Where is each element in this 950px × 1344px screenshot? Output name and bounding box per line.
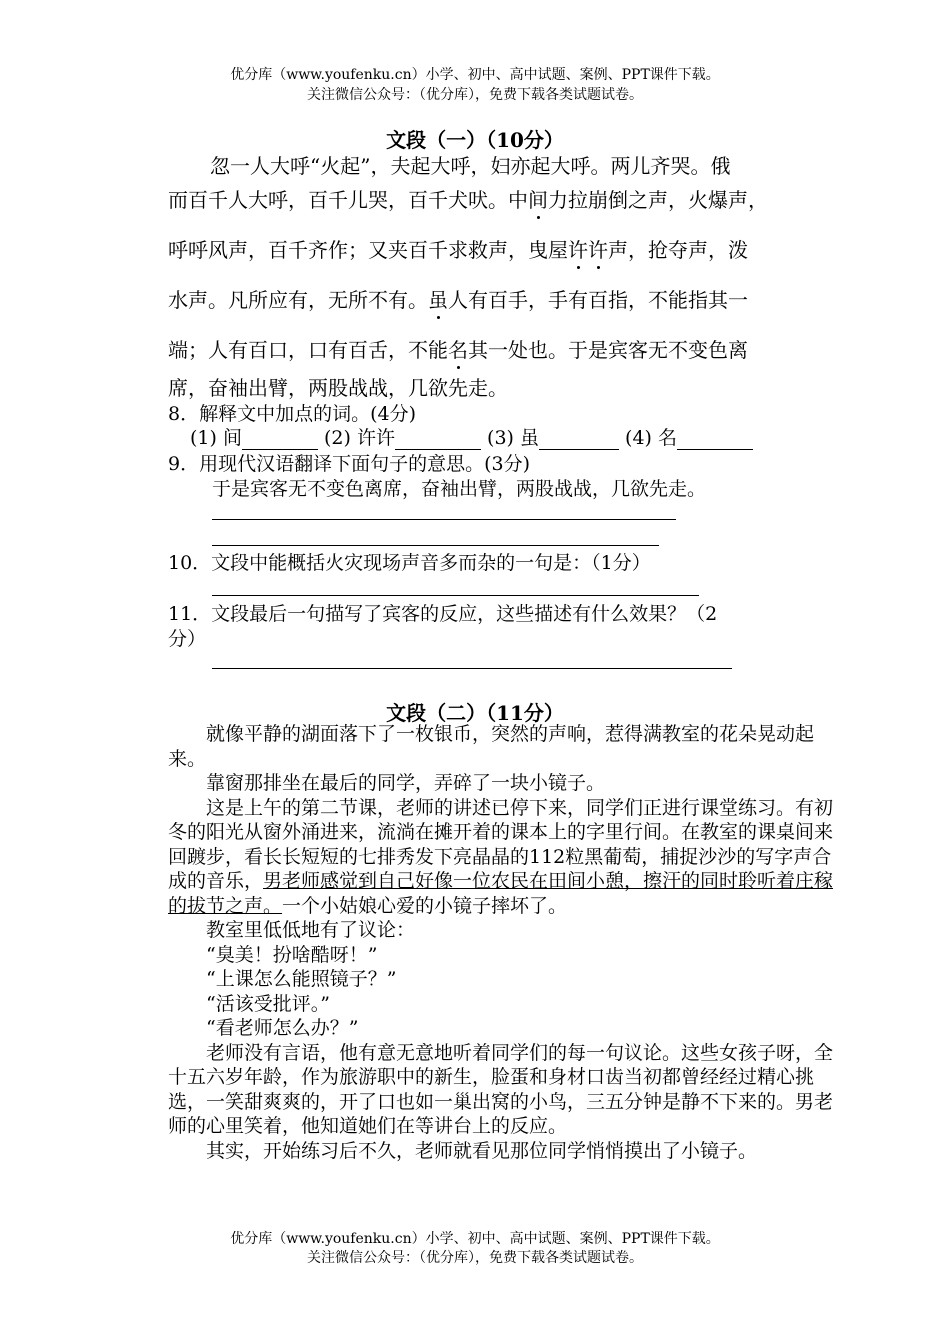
question-8: 8．解释文中加点的词。(4分) [168,403,417,425]
answer-blank-3[interactable] [539,431,619,450]
underlined-sentence: 男老师感觉到自己好像一位农民在田间小憩，擦汗的同时聆听着庄稼的拔节之声。 [168,870,834,917]
footer-line-2: 关注微信公众号：（优分库），免费下载各类试题试卷。 [307,1250,643,1266]
section2-title: 文段（二）（11分） [386,701,564,725]
question-8-items: (1) 间 (2) 许许 (3) 虽 (4) 名 [190,423,753,450]
passage2 [168,722,840,1163]
passage1-line-2: 而百千人大呼，百千儿哭，百千犬吠。中间力拉崩倒之声，火爆声， [168,188,768,212]
passage1-line-5: 端；人有百口，口有百舌，不能名其一处也。于是宾客无不变色离 [168,338,748,362]
passage2-paragraph-6: 其实，开始练习后不久，老师就看见那位同学悄悄摸出了小镜子。 [206,1139,758,1162]
answer-line-10[interactable] [212,595,699,596]
question-11-line-1: 11．文段最后一句描写了宾客的反应，这些描述有什么效果？（2 [168,603,718,625]
answer-line-11[interactable] [212,668,732,669]
question-11-line-2: 分） [168,628,207,650]
answer-blank-2[interactable] [395,431,481,450]
header-line-1: 优分库（www.youfenku.cn）小学、初中、高中试题、案例、PPT课件下载。 [230,67,720,83]
answer-blank-1[interactable] [242,431,318,450]
dotted-word-xu-2: 许 [588,238,608,262]
quote-3: “活该受批评。” [206,992,330,1015]
question-9: 9．用现代汉语翻译下面句子的意思。(3分) [168,453,531,475]
footer-line-1: 优分库（www.youfenku.cn）小学、初中、高中试题、案例、PPT课件下载。 [230,1231,720,1247]
answer-line-9a[interactable] [212,519,676,520]
answer-blank-4[interactable] [677,431,753,450]
answer-line-9b[interactable] [212,545,659,546]
dotted-word-xu-1: 许 [568,238,588,262]
quote-2: “上课怎么能照镜子？” [206,968,397,990]
dotted-word-sui: 虽 [428,288,448,312]
header-line-2: 关注微信公众号：（优分库），免费下载各类试题试卷。 [307,87,643,103]
dotted-word-ming: 名 [448,338,468,362]
passage2-paragraph-4: 教室里低低地有了议论： [206,919,416,941]
quote-4: “看老师怎么办？” [206,1017,359,1039]
passage1-line-4: 水声。凡所应有，无所不有。虽人有百手，手有百指，不能指其一 [168,288,748,312]
passage2-paragraph-3: 这是上午的第二节课，老师的讲述已停下来，同学们正进行课堂练习。有初冬的阳光从窗外涌进来，流淌在摊开着的课本上的字里行间。在教室的课桌间来回踱步，看长长短短的七排秀发下亮晶晶的112粒黑葡萄，捕捉沙沙的写字声合成的音乐，男老师感觉到自己好像一位农民在田间小憩，擦汗的同时聆听着庄稼的拔节之声。一个小姑娘心爱的小镜子摔坏了。 [168,796,834,917]
section1-title: 文段（一）（10分） [386,128,564,152]
passage1-line-3: 呼呼风声，百千齐作；又夹百千求救声，曳屋许许声，抢夺声，泼 [168,238,748,262]
passage2-paragraph-1: 就像平静的湖面落下了一枚银币，突然的声响，惹得满教室的花朵晃动起来。 [168,723,815,770]
question-9-sentence: 于是宾客无不变色离席，奋袖出臂，两股战战，几欲先走。 [212,478,707,500]
question-10: 10．文段中能概括火灾现场声音多而杂的一句是：（1分） [168,552,651,574]
passage2-paragraph-2: 靠窗那排坐在最后的同学，弄碎了一块小镜子。 [206,772,606,794]
passage2-paragraph-5: 老师没有言语，他有意无意地听着同学们的每一句议论。这些女孩子呀，全十五六岁年龄，作为旅游职中的新生，脸蛋和身材口齿当初都曾经经过精心挑选，一笑甜爽爽的，开了口也如一巢出窝的小鸟，三五分钟是静不下来的。男老师的心里笑着，他知道她们在等讲台上的反应。 [168,1041,834,1137]
quote-1: “臭美！扮啥酷呀！” [206,943,378,966]
passage1-line-6: 席，奋袖出臂，两股战战，几欲先走。 [168,376,508,400]
passage1-line-1: 忽一人大呼“火起”，夫起大呼，妇亦起大呼。两儿齐哭。俄 [210,154,731,178]
dotted-word-jian: 间 [528,188,548,212]
